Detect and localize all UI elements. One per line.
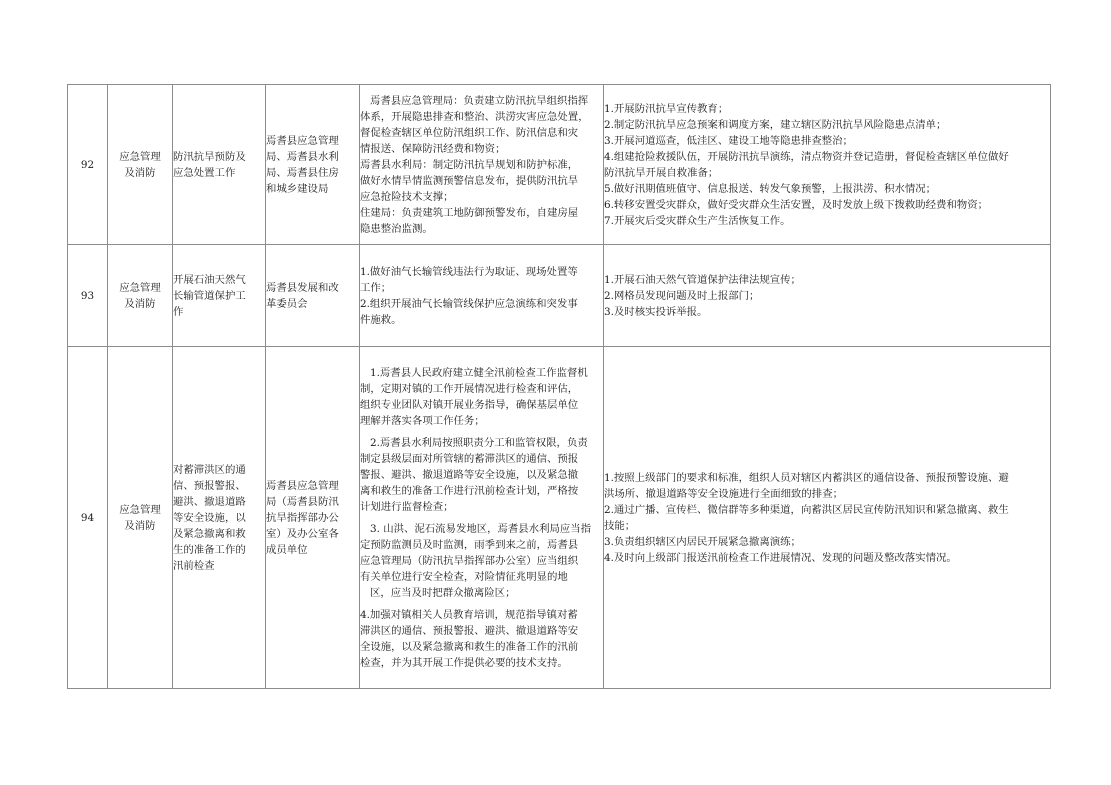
department-line: 局（焉耆县防汛 [266, 495, 339, 508]
item-line: 汛前检查 [173, 559, 215, 572]
responsibility-line: 2.组织开展油气长输管线保护应急演练和突发事 [360, 297, 578, 310]
responsibility-line: 全设施，以及紧急撤离和救生的准备工作的汛前 [360, 640, 579, 653]
responsibility-line: 工作； [360, 281, 392, 294]
responsibility-cell [360, 85, 604, 245]
department-cell [266, 347, 360, 689]
table-row [68, 347, 1051, 689]
responsibility-line: 焉耆县应急管理局：负责建立防汛抗旱组织指挥 [370, 94, 589, 107]
item-line: 作 [173, 305, 184, 318]
row-number: 92 [68, 85, 108, 245]
responsibility-line: 检查，并为其开展工作提供必要的技术支持。 [360, 656, 568, 669]
task-line: 技能； [604, 519, 636, 532]
responsibility-paragraph [360, 435, 603, 515]
department-line: 焉耆县应急管理 [266, 479, 339, 492]
department-line: 革委员会 [266, 297, 308, 310]
item-cell [173, 245, 266, 347]
department-line: 室）及办公室各 [266, 527, 339, 540]
task-line: 3.及时核实投诉举报。 [604, 305, 708, 318]
task-line: 5.做好汛期值班值守、信息报送、转发气象预警，上报洪涝、积水情况； [604, 182, 937, 195]
responsibility-line: 隐患整治监测。 [360, 222, 433, 235]
responsibility-line: 4.加强对镇相关人员教育培训，规范指导镇对蓄 [360, 608, 578, 621]
responsibility-line: 有关单位进行安全检查，对险情征兆明显的地 [360, 570, 568, 583]
category-line: 应急管理 [119, 503, 161, 516]
item-line: 信、预报警报、 [173, 479, 246, 492]
responsibility-table [67, 84, 1051, 689]
responsibility-line: 制定县级层面对所管辖的蓄滞洪区的通信、预报 [360, 452, 579, 465]
responsibility-line: 体系，开展隐患排查和整治、洪涝灾害应急处置， [360, 110, 589, 123]
responsibility-paragraph [360, 521, 603, 601]
department-line: 成员单位 [266, 543, 308, 556]
department-line: 抗旱指挥部办公 [266, 511, 339, 524]
tasks-cell [604, 347, 1051, 689]
task-line: 7.开展灾后受灾群众生产生活恢复工作。 [604, 214, 791, 227]
item-line: 避洪、撤退道路 [173, 495, 246, 508]
item-line: 及紧急撤离和救 [173, 527, 246, 540]
category-cell [108, 245, 173, 347]
task-line: 3.负责组织辖区内居民开展紧急撤离演练； [604, 535, 801, 548]
responsibility-line: 1.做好油气长输管线违法行为取证、现场处置等 [360, 265, 578, 278]
responsibility-line: 理解并落实各项工作任务； [360, 414, 485, 427]
task-line: 2.通过广播、宣传栏、微信群等多种渠道，向蓄洪区居民宣传防汛知识和紧急撤离、救生 [604, 503, 1009, 516]
row-number: 94 [68, 347, 108, 689]
task-line: 2.制定防汛抗旱应急预案和调度方案，建立辖区防汛抗旱风险隐患点清单； [604, 118, 947, 131]
task-line: 4.组建抢险救援队伍，开展防汛抗旱演练，清点物资并登记造册，督促检查辖区单位做好 [604, 150, 1009, 163]
item-cell [173, 347, 266, 689]
task-line: 洪场所、撤退道路等安全设施进行全面细致的排查； [604, 487, 843, 500]
department-line: 和城乡建设局 [266, 182, 329, 195]
item-line: 应急处置工作 [173, 166, 236, 179]
department-cell [266, 245, 360, 347]
row-number: 93 [68, 245, 108, 347]
responsibility-line: 定预防监测员及时监测，雨季到来之前，焉耆县 [360, 538, 579, 551]
task-line: 6.转移安置受灾群众，做好受灾群众生活安置，及时发放上级下拨救助经费和物资； [604, 198, 988, 211]
category-line: 及消防 [124, 166, 156, 179]
item-line: 等安全设施，以 [173, 511, 246, 524]
responsibility-paragraph [360, 607, 603, 671]
responsibility-line: 应急抢险技术支撑； [360, 190, 454, 203]
responsibility-line: 制，定期对镇的工作开展情况进行检查和评估， [360, 382, 579, 395]
responsibility-line: 应急管理局（防汛抗旱指挥部办公室）应当组织 [360, 554, 579, 567]
task-line: 2.网格员发现问题及时上报部门； [604, 289, 760, 302]
task-line: 1.开展石油天然气管道保护法律法规宣传； [604, 273, 801, 286]
category-line: 及消防 [124, 297, 156, 310]
department-line: 焉耆县应急管理 [266, 134, 339, 147]
responsibility-line: 区，应当及时把群众撤离险区； [370, 586, 516, 599]
category-line: 应急管理 [119, 281, 161, 294]
responsibility-paragraph [360, 365, 603, 429]
responsibility-line: 组织专业团队对镇开展业务指导，确保基层单位 [360, 398, 579, 411]
responsibility-line: 督促检查辖区单位防汛组织工作、防汛信息和灾 [360, 126, 579, 139]
department-line: 局、焉耆县住房 [266, 166, 339, 179]
category-line: 及消防 [124, 519, 156, 532]
department-cell [266, 85, 360, 245]
task-line: 1.开展防汛抗旱宣传教育； [604, 102, 729, 115]
item-line: 长输管道保护工 [173, 289, 246, 302]
category-line: 应急管理 [119, 150, 161, 163]
responsibility-line: 情报送、保障防汛经费和物资； [360, 142, 506, 155]
item-line: 生的准备工作的 [173, 543, 246, 556]
responsibility-line: 2.焉耆县水利局按照职责分工和监管权限，负责 [370, 436, 588, 449]
task-line: 4.及时向上级部门报送汛前检查工作进展情况、发现的问题及整改落实情况。 [604, 551, 957, 564]
responsibility-line: 3. 山洪、泥石流易发地区，焉耆县水利局应当指 [370, 522, 592, 535]
department-line: 焉耆县发展和改 [266, 281, 339, 294]
responsibility-line: 件施救。 [360, 313, 402, 326]
item-cell [173, 85, 266, 245]
table-row [68, 245, 1051, 347]
category-cell [108, 85, 173, 245]
tasks-cell [604, 85, 1051, 245]
item-line: 开展石油天然气 [173, 273, 246, 286]
responsibility-line: 计划进行监督检查； [360, 500, 454, 513]
responsibility-line: 离和救生的准备工作进行汛前检查计划，严格按 [360, 484, 579, 497]
responsibility-line: 焉耆县水利局：制定防汛抗旱规划和防护标准， [360, 158, 579, 171]
responsibility-line: 1.焉耆县人民政府建立健全汛前检查工作监督机 [370, 366, 588, 379]
tasks-cell [604, 245, 1051, 347]
item-line: 对蓄滞洪区的通 [173, 463, 246, 476]
item-line: 防汛抗旱预防及 [173, 150, 246, 163]
responsibility-cell [360, 347, 604, 689]
responsibility-line: 做好水情旱情监测预警信息发布，提供防汛抗旱 [360, 174, 579, 187]
task-line: 防汛抗旱开展自救准备； [604, 166, 719, 179]
responsibility-line: 住建局：负责建筑工地防御预警发布，自建房屋 [360, 206, 579, 219]
responsibility-cell [360, 245, 604, 347]
department-line: 局、焉耆县水利 [266, 150, 339, 163]
responsibility-line: 警报、避洪、撤退道路等安全设施，以及紧急撤 [360, 468, 579, 481]
category-cell [108, 347, 173, 689]
table-row [68, 85, 1051, 245]
responsibility-line: 滞洪区的通信、预报警报、避洪、撤退道路等安 [360, 624, 579, 637]
task-line: 1.按照上级部门的要求和标准，组织人员对辖区内蓄洪区的通信设备、预报预警设施、避 [604, 471, 1009, 484]
task-line: 3.开展河道巡查，低洼区、建设工地等隐患排查整治； [604, 134, 853, 147]
